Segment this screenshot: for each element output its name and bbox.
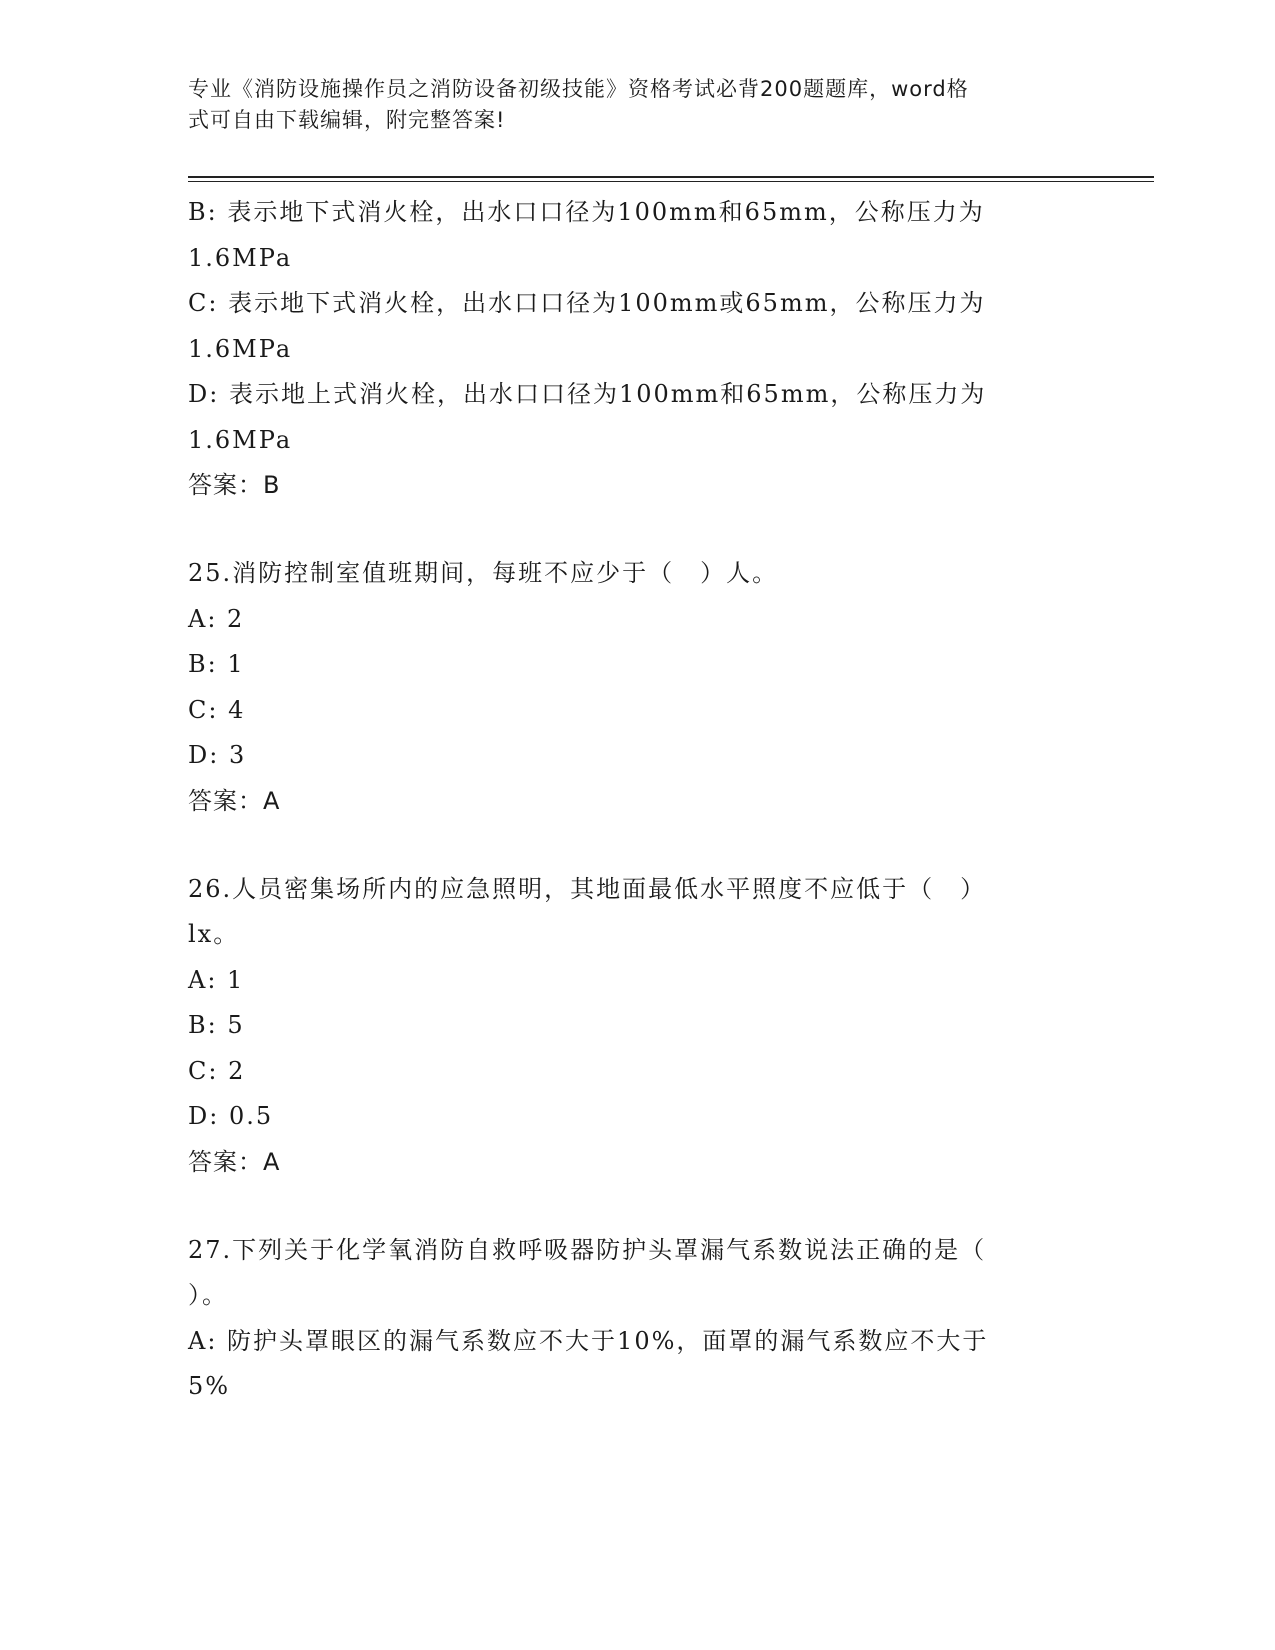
option-d: D: 0.5 bbox=[188, 1102, 274, 1130]
spacer bbox=[188, 1184, 1068, 1228]
spacer bbox=[188, 507, 1068, 551]
option-a-line-1: A: 防护头罩眼区的漏气系数应不大于10%，面罩的漏气系数应不大于 bbox=[188, 1326, 989, 1355]
option-a-line-2: 5% bbox=[188, 1372, 231, 1400]
option-c-line-1: C: 表示地下式消火栓，出水口口径为100mm或65mm，公称压力为 bbox=[188, 289, 986, 317]
question-text-line-2: ）。 bbox=[188, 1281, 228, 1309]
document-header bbox=[188, 74, 1068, 136]
option-c-line-2: 1.6MPa bbox=[188, 334, 293, 363]
spacer bbox=[188, 823, 1068, 867]
option-d: D: 3 bbox=[188, 741, 247, 769]
option-c: C: 2 bbox=[188, 1056, 246, 1085]
option-a: A: 2 bbox=[188, 604, 245, 633]
question-27 bbox=[188, 1228, 1068, 1410]
header-line-2: 式可自由下载编辑，附完整答案! bbox=[188, 108, 506, 132]
question-26 bbox=[188, 867, 1068, 1184]
option-d-line-2: 1.6MPa bbox=[188, 425, 293, 454]
header-divider-thick bbox=[188, 176, 1154, 178]
option-b: B: 5 bbox=[188, 1011, 245, 1039]
option-d-line-1: D: 表示地上式消火栓，出水口口径为100mm和65mm，公称压力为 bbox=[188, 380, 987, 408]
question-text: 25.消防控制室值班期间，每班不应少于（ ）人。 bbox=[188, 559, 779, 587]
answer: 答案：B bbox=[188, 471, 281, 499]
option-b-line-2: 1.6MPa bbox=[188, 243, 293, 272]
question-25 bbox=[188, 551, 1068, 823]
question-text-line-2: lx。 bbox=[188, 920, 240, 948]
header-divider-thin bbox=[188, 181, 1154, 182]
header-line-1: 专业《消防设施操作员之消防设备初级技能》资格考试必背200题题库，word格 bbox=[188, 77, 969, 101]
option-a: A: 1 bbox=[188, 965, 245, 994]
question-list bbox=[188, 190, 1068, 1410]
question-24 bbox=[188, 190, 1068, 507]
answer: 答案：A bbox=[188, 1147, 281, 1176]
question-text-line-1: 26.人员密集场所内的应急照明，其地面最低水平照度不应低于（ ） bbox=[188, 874, 987, 903]
option-b: B: 1 bbox=[188, 650, 245, 678]
option-b-line-1: B: 表示地下式消火栓，出水口口径为100mm和65mm，公称压力为 bbox=[188, 198, 985, 226]
answer: 答案：A bbox=[188, 786, 281, 815]
option-c: C: 4 bbox=[188, 695, 246, 724]
question-text-line-1: 27.下列关于化学氧消防自救呼吸器防护头罩漏气系数说法正确的是（ bbox=[188, 1235, 987, 1264]
